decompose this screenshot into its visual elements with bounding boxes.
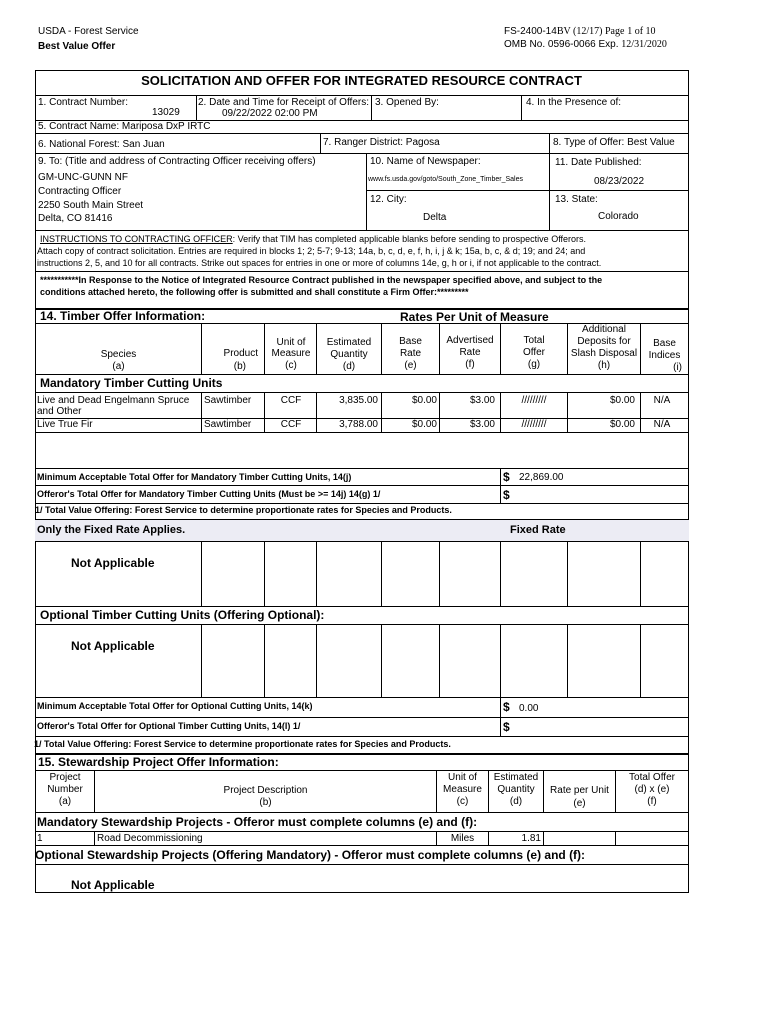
divider	[196, 95, 197, 120]
divider	[35, 230, 688, 231]
divider	[366, 153, 367, 230]
stew-col-num-key: (a)	[58, 796, 72, 807]
field-9-label: 9. To: (Title and address of Contracting Officer receiving offers)	[38, 156, 316, 167]
form-title: SOLICITATION AND OFFER FOR INTEGRATED RESOURCE CONTRACT	[141, 73, 582, 88]
mandatory-timber-heading: Mandatory Timber Cutting Units	[40, 376, 223, 390]
divider	[500, 624, 501, 697]
fixed-rate-heading: Only the Fixed Rate Applies.	[37, 524, 186, 536]
instructions-line-1: INSTRUCTIONS TO CONTRACTING OFFICER: Verify that TIM has completed applicable blanks before sending to prospective Offerors.	[40, 234, 587, 244]
divider	[201, 541, 202, 606]
species-cell: Live True Fir	[37, 419, 93, 430]
stew-total-input[interactable]	[617, 832, 687, 844]
fixed-rate-label: Fixed Rate	[510, 524, 566, 536]
stew-col-qty-1: Estimated	[493, 772, 539, 783]
fixed-rate-not-applicable: Not Applicable	[71, 556, 155, 570]
divider	[264, 624, 265, 697]
divider	[35, 845, 688, 846]
col-idx-2: Indices	[648, 350, 681, 361]
field-1-label: 1. Contract Number:	[38, 97, 129, 108]
contract-number[interactable]: 13029	[152, 107, 180, 118]
col-unit-1: Unit of	[276, 337, 306, 348]
divider	[201, 624, 202, 697]
stew-col-total-2: (d) x (e)	[634, 784, 670, 795]
divider	[35, 606, 688, 607]
rates-heading: Rates Per Unit of Measure	[400, 310, 549, 324]
address-street[interactable]: 2250 South Main Street	[38, 200, 144, 211]
col-product: Product	[223, 348, 258, 359]
stew-col-num-1: Project	[49, 772, 81, 783]
col-base-key: (e)	[404, 360, 417, 371]
contracting-officer-title[interactable]: Contracting Officer	[38, 186, 122, 197]
col-est-2: Quantity	[330, 349, 368, 360]
contract-name[interactable]: 5. Contract Name: Mariposa DxP IRTC	[38, 121, 211, 132]
divider	[35, 541, 688, 542]
newspaper-url[interactable]: www.fs.usda.gov/goto/South_Zone_Timber_Sales	[368, 176, 523, 183]
divider	[35, 432, 688, 433]
opt-min-offer-label: Minimum Acceptable Total Offer for Optional Cutting Units, 14(k)	[37, 701, 313, 711]
stew-col-total-1: Total Offer	[629, 772, 675, 783]
agency-name: USDA - Forest Service	[38, 26, 139, 37]
divider	[439, 624, 440, 697]
document-type: Best Value Offer	[38, 41, 116, 52]
stew-col-rate-key: (e)	[573, 798, 586, 809]
divider	[94, 831, 95, 845]
stew-optional-heading: Optional Stewardship Projects (Offering Mandatory) - Offeror must complete columns (e) and (f):	[35, 848, 586, 862]
offeror-total-input[interactable]	[514, 487, 686, 502]
stew-row-unit: Miles	[450, 833, 475, 844]
divider	[35, 133, 688, 134]
total-offer-cell: /////////	[521, 419, 547, 430]
stew-col-qty-2: Quantity	[497, 784, 535, 795]
base-rate-cell[interactable]: $0.00	[411, 419, 437, 430]
col-base-2: Rate	[399, 348, 422, 359]
opt-min-offer-value: 0.00	[519, 703, 539, 714]
field-13-label: 13. State:	[555, 194, 598, 205]
stew-row-desc: Road Decommissioning	[97, 833, 203, 844]
frame-top	[35, 70, 688, 71]
divider	[35, 770, 688, 771]
ranger-district[interactable]: 7. Ranger District: Pagosa	[323, 137, 440, 148]
opt-offeror-total-currency: $	[503, 720, 510, 734]
divider	[549, 133, 550, 153]
form-number: FS-2400-14BV (12/17) Page 1 of 10	[504, 26, 656, 37]
col-unit-key: (c)	[285, 360, 297, 371]
indices-cell: N/A	[653, 395, 671, 406]
min-offer-label: Minimum Acceptable Total Offer for Mandatory Timber Cutting Units, 14(j)	[37, 472, 352, 482]
divider	[640, 541, 641, 606]
divider	[500, 541, 501, 606]
stew-col-unit-2: Measure	[443, 784, 482, 795]
stew-row-num: 1	[37, 833, 43, 844]
divider	[35, 697, 688, 698]
receipt-date-time[interactable]: 09/22/2022 02:00 PM	[222, 108, 318, 119]
divider	[35, 271, 688, 272]
divider	[35, 864, 688, 865]
min-offer-currency: $	[503, 470, 510, 484]
contracting-office[interactable]: GM-UNC-GUNN NF	[38, 172, 128, 183]
footnote-1: 1/ Total Value Offering: Forest Service to determine proportionate rates for Species and Products.	[35, 505, 452, 515]
field-4-label: 4. In the Presence of:	[526, 97, 622, 108]
divider	[35, 717, 688, 718]
footnote-2: 1/ Total Value Offering: Forest Service to determine proportionate rates for Species and Products.	[34, 739, 451, 749]
stew-optional-not-applicable: Not Applicable	[71, 878, 155, 892]
stew-row-qty: 1.81	[521, 833, 541, 844]
city-value[interactable]: Delta	[423, 212, 447, 223]
base-rate-cell[interactable]: $0.00	[411, 395, 437, 406]
total-offer-cell: /////////	[521, 395, 547, 406]
divider	[640, 624, 641, 697]
state-value[interactable]: Colorado	[598, 211, 639, 222]
col-idx-1: Base	[653, 338, 676, 349]
field-12-label: 12. City:	[370, 194, 407, 205]
opt-offeror-total-label: Offeror's Total Offer for Optional Timber Cutting Units, 14(l) 1/	[37, 721, 301, 731]
stew-col-unit-key: (c)	[456, 796, 469, 807]
divider	[201, 392, 202, 433]
divider	[35, 736, 688, 737]
stew-col-unit-1: Unit of	[448, 772, 477, 783]
opt-offeror-total-input[interactable]	[514, 719, 686, 735]
col-adv-1: Advertised	[446, 335, 494, 346]
species-cell: Live and Dead Engelmann Spruce	[37, 395, 190, 406]
divider	[35, 485, 688, 486]
omb-number: OMB No. 0596-0066 Exp. 12/31/2020	[504, 39, 667, 50]
offeror-total-currency: $	[503, 488, 510, 502]
divider	[500, 468, 501, 504]
adv-rate-cell: $3.00	[469, 419, 495, 430]
field-11-label: 11. Date Published:	[555, 157, 642, 168]
stew-col-rate: Rate per Unit	[550, 785, 609, 796]
col-species-key: (a)	[112, 361, 125, 372]
offeror-total-label: Offeror's Total Offer for Mandatory Timber Cutting Units (Must be >= 14j) 14(g) 1/	[37, 489, 381, 499]
col-dep-key: (h)	[597, 360, 611, 371]
col-adv-key: (f)	[465, 359, 475, 370]
national-forest[interactable]: 6. National Forest: San Juan	[38, 139, 165, 150]
unit-cell: CCF	[280, 395, 302, 406]
divider	[35, 468, 688, 469]
instructions-line-2: Attach copy of contract solicitation. Entries are required in blocks 1; 2; 5-7; 9-13; 14a, b, c, d, e, f, h, i, j & k; 15a, b, c, & d; 19; and 24; and	[37, 246, 586, 256]
field-2-label: 2. Date and Time for Receipt of Offers:	[198, 97, 370, 108]
divider	[316, 624, 317, 697]
divider	[35, 392, 688, 393]
col-est-key: (d)	[342, 361, 356, 372]
divider	[543, 831, 544, 845]
col-species: Species	[100, 349, 137, 360]
optional-timber-not-applicable: Not Applicable	[71, 639, 155, 653]
field-3-label: 3. Opened By:	[375, 97, 439, 108]
instructions-line-3: instructions 2, 5, and 10 for all contracts. Strike out spaces for entries in one or more of columns 14e, g, h or i, if not applicable to the contract.	[37, 258, 602, 268]
species-cell-cont: and Other	[37, 406, 82, 417]
divider	[35, 153, 688, 154]
address-city[interactable]: Delta, CO 81416	[38, 213, 113, 224]
stew-col-qty-key: (d)	[509, 796, 523, 807]
stew-col-desc-key: (b)	[259, 797, 272, 808]
stewardship-heading: 15. Stewardship Project Offer Information:	[38, 755, 279, 769]
col-total-1: Total	[523, 335, 545, 346]
stew-mandatory-heading: Mandatory Stewardship Projects - Offeror must complete columns (e) and (f):	[37, 815, 478, 829]
divider	[35, 812, 688, 813]
deposit-cell: $0.00	[609, 419, 635, 430]
adv-rate-cell: $3.00	[469, 395, 495, 406]
divider	[521, 95, 522, 120]
divider	[35, 374, 688, 375]
stew-col-num-2: Number	[47, 784, 83, 795]
col-product-key: (b)	[233, 361, 246, 372]
qty-cell: 3,788.00	[339, 419, 378, 430]
divider	[381, 541, 382, 606]
col-adv-2: Rate	[459, 347, 481, 358]
timber-heading: 14. Timber Offer Information:	[40, 309, 206, 323]
indices-cell: N/A	[653, 419, 671, 430]
product-cell: Sawtimber	[204, 395, 252, 406]
unit-cell: CCF	[280, 419, 302, 430]
col-dep-2: Deposits for	[577, 336, 631, 347]
col-total-key: (g)	[527, 359, 541, 370]
col-total-2: Offer	[522, 347, 546, 358]
offer-type[interactable]: 8. Type of Offer: Best Value	[553, 137, 675, 148]
opt-min-offer-currency: $	[503, 700, 510, 714]
col-dep-1: Additional	[582, 324, 626, 335]
divider	[35, 503, 688, 504]
divider	[366, 190, 688, 191]
divider	[316, 541, 317, 606]
frame-right	[688, 70, 689, 892]
divider	[549, 153, 550, 230]
field-10-label: 10. Name of Newspaper:	[370, 156, 481, 167]
divider	[567, 541, 568, 606]
col-base-1: Base	[399, 336, 422, 347]
divider	[320, 133, 321, 153]
stew-col-total-key: (f)	[647, 796, 657, 807]
stew-rate-input[interactable]	[545, 832, 614, 844]
response-line-1: ***********In Response to the Notice of Integrated Resource Contract published in the newspaper specified above, and subject to the	[40, 275, 603, 285]
divider	[381, 624, 382, 697]
response-line-2: conditions attached hereto, the following offer is submitted and shall constitute a Firm Offer:*********	[40, 287, 469, 297]
divider	[439, 541, 440, 606]
divider	[35, 95, 688, 96]
qty-cell: 3,835.00	[339, 395, 378, 406]
col-unit-2: Measure	[271, 348, 311, 359]
col-idx-key: (i)	[673, 362, 682, 373]
divider	[264, 541, 265, 606]
frame-bottom	[35, 892, 689, 893]
deposit-cell: $0.00	[609, 395, 635, 406]
divider	[35, 624, 688, 625]
divider	[371, 95, 372, 120]
divider	[615, 831, 616, 845]
optional-timber-heading: Optional Timber Cutting Units (Offering Optional):	[40, 608, 325, 622]
col-est-1: Estimated	[326, 337, 372, 348]
stew-col-desc: Project Description	[223, 785, 308, 796]
divider	[567, 624, 568, 697]
date-published[interactable]: 08/23/2022	[594, 176, 645, 187]
min-offer-value: 22,869.00	[519, 472, 564, 483]
frame-left	[35, 70, 36, 892]
col-dep-3: Slash Disposal	[570, 348, 638, 359]
product-cell: Sawtimber	[204, 419, 252, 430]
